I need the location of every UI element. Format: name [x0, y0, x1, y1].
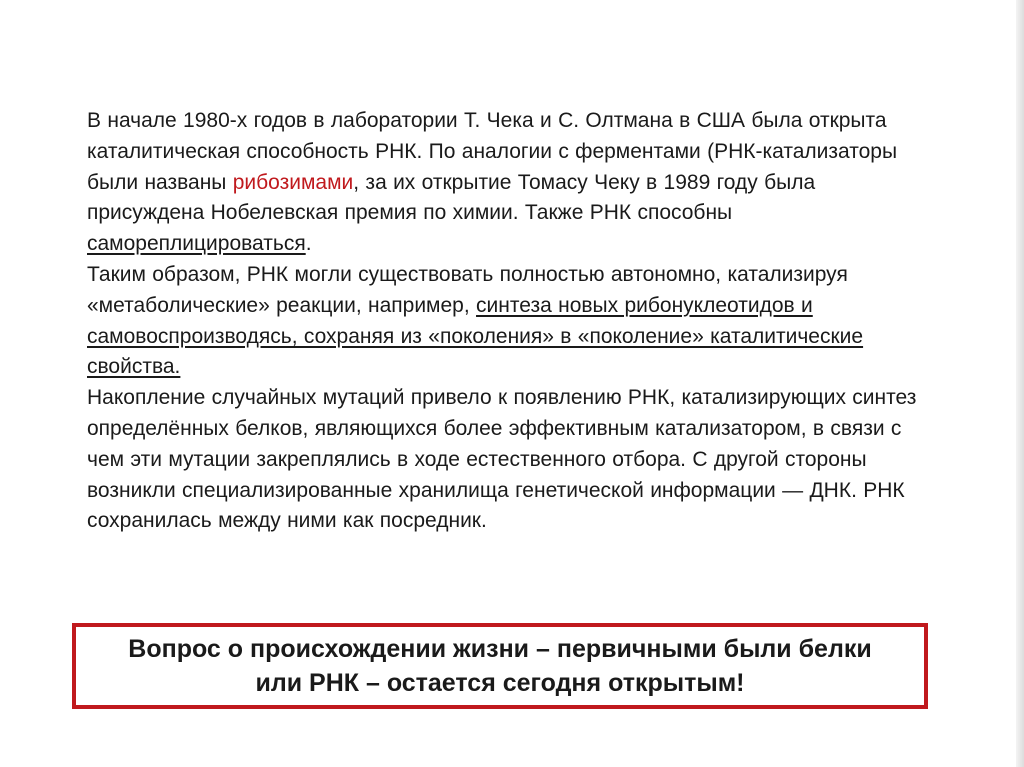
paragraph-autonomy	[87, 260, 927, 383]
slide-edge-shadow	[1016, 0, 1024, 767]
ribozymes-term: рибозимами	[232, 170, 354, 194]
paragraph-ribozymes	[87, 106, 927, 260]
text-segment: В начале 1980-х годов в лаборатории Т. Чека и С. Олтмана в США была открыта каталитическая способность РНК. По аналогии с ферментами (РНК-катализаторы были названы	[87, 109, 898, 194]
callout-text: Вопрос о происхождении жизни – первичными были белки или РНК – остается сегодня открытым!	[128, 635, 872, 697]
callout-box	[72, 623, 928, 709]
text-segment: , за их открытие Томасу Чеку в 1989 году была присуждена Нобелевская премия по химии. Также РНК способны	[87, 170, 816, 225]
paragraph-mutations	[87, 383, 927, 537]
text-segment: Таким образом, РНК могли существовать полностью автономно, катализируя «метаболические» реакции, например,	[87, 262, 848, 317]
body-text	[87, 106, 927, 537]
text-segment: .	[305, 232, 312, 256]
text-segment: Накопление случайных мутаций привело к появлению РНК, катализирующих синтез определённых белков, являющихся более эффективным катализатором, в связи с чем эти мутации закреплялись в ходе естественного отбора. С другой стороны возникли специализированные хранилища генетической информации — ДНК. РНК сохранилась между ними как посредник.	[87, 386, 917, 533]
self-replication-term: самореплицироваться	[87, 232, 306, 256]
synthesis-phrase: синтеза новых рибонуклеотидов и самовоспроизводясь, сохраняя из «поколения» в «поколение» каталитические свойства.	[87, 293, 864, 379]
